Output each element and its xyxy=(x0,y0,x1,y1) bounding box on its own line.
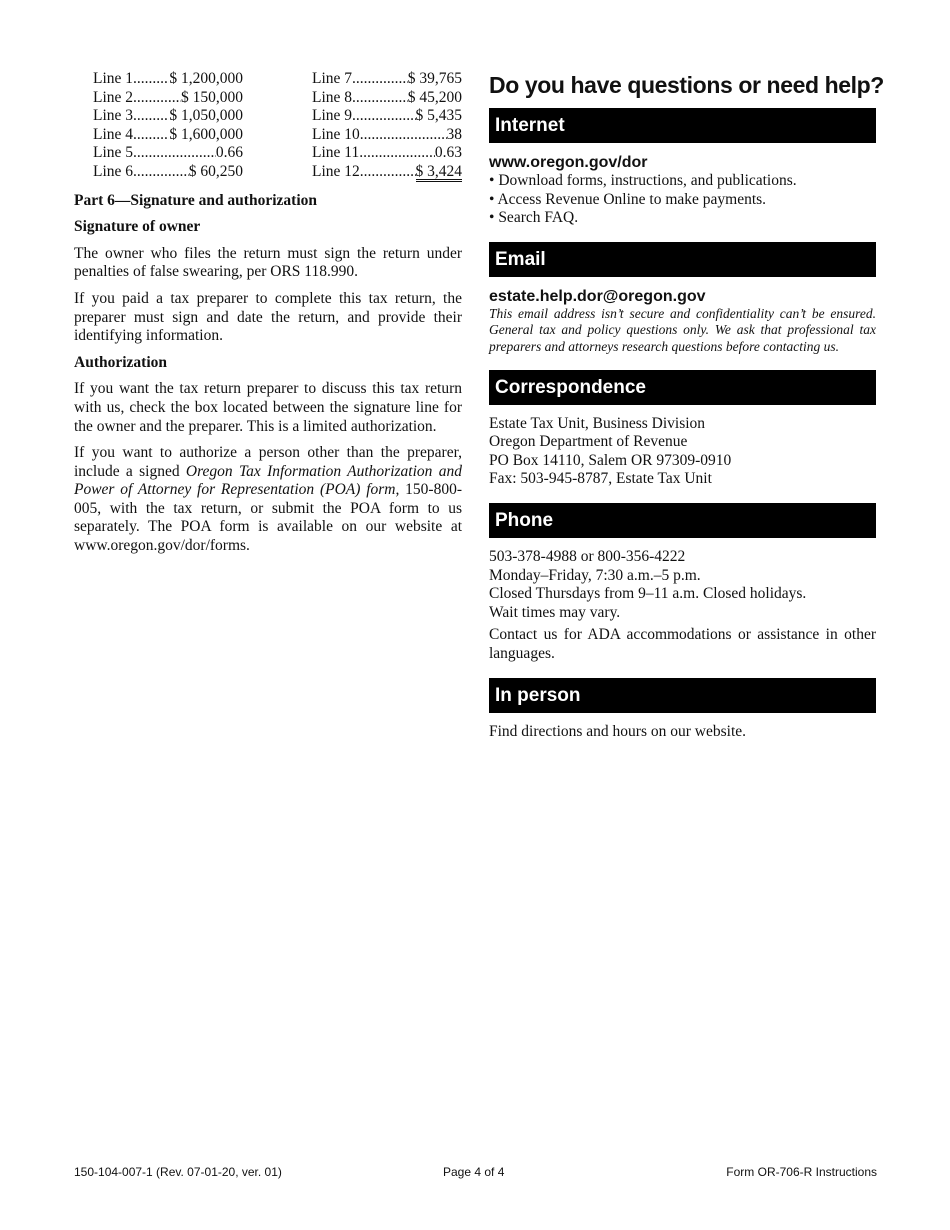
lines-column-right xyxy=(312,70,462,182)
correspondence-heading: Correspondence xyxy=(489,370,876,405)
line-label: Line 4 xyxy=(93,125,134,143)
line-row xyxy=(93,144,243,163)
line-row xyxy=(93,107,243,126)
line-label: Line 3 xyxy=(93,107,134,125)
internet-section xyxy=(489,153,876,228)
help-column xyxy=(489,70,884,755)
line-label: Line 5 xyxy=(93,144,134,162)
page-number: Page 4 of 4 xyxy=(443,1165,505,1179)
line-label: Line 2 xyxy=(93,88,134,106)
authorization-heading: Authorization xyxy=(74,353,167,371)
line-row xyxy=(312,163,462,182)
line-label: Line 10 xyxy=(312,125,360,143)
email-link[interactable]: estate.help.dor@oregon.gov xyxy=(489,287,706,305)
line-row xyxy=(93,163,243,182)
list-item: • Download forms, instructions, and publications. xyxy=(489,172,876,191)
phone-wait: Wait times may vary. xyxy=(489,603,621,621)
email-heading: Email xyxy=(489,242,876,277)
signature-paragraph-2: If you paid a tax preparer to complete this tax return, the preparer must sign and date the return, and provide their identifying information. xyxy=(74,289,462,345)
authorization-text-a: If you want to authorize a person other than the preparer, include a signed xyxy=(74,444,462,480)
list-item: • Access Revenue Online to make payments. xyxy=(489,191,876,210)
in-person-section xyxy=(489,723,876,742)
address-line: PO Box 14110, Salem OR 97309-0910 xyxy=(489,451,732,469)
line-row xyxy=(312,126,462,145)
list-item: • Search FAQ. xyxy=(489,209,876,228)
form-number: 150-104-007-1 (Rev. 07-01-20, ver. 01) xyxy=(74,1165,282,1179)
line-value: $ 39,765 xyxy=(407,70,462,87)
phone-section xyxy=(489,548,876,664)
address-line: Estate Tax Unit, Business Division xyxy=(489,414,706,432)
line-row xyxy=(312,144,462,163)
line-value: 38 xyxy=(446,125,462,143)
lines-column-left xyxy=(93,70,243,182)
authorization-paragraph-1: If you want the tax return preparer to discuss this tax return with us, check the box located between the signature line for the owner and the preparer. This is a limited authorization. xyxy=(74,380,462,435)
internet-list xyxy=(489,172,876,228)
left-column xyxy=(74,70,462,564)
line-row xyxy=(312,70,462,89)
poa-form-title: Oregon Tax Information Authorization and Power of Attorney for Representation (POA) form, xyxy=(74,462,462,499)
line-value: $ 1,600,000 xyxy=(169,125,243,143)
line-value: $ 60,250 xyxy=(188,162,243,180)
in-person-heading: In person xyxy=(489,678,876,713)
line-label: Line 8 xyxy=(312,88,353,106)
phone-heading: Phone xyxy=(489,503,876,538)
address-line: Oregon Department of Revenue xyxy=(489,433,688,451)
line-value-total: $ 3,424 xyxy=(415,162,462,180)
help-title: Do you have questions or need help? xyxy=(489,72,884,98)
line-row xyxy=(93,70,243,89)
signature-paragraph-1: The owner who files the return must sign the return under penalties of false swearing, per ORS 118.990. xyxy=(74,244,462,281)
website-link[interactable]: www.oregon.gov/dor xyxy=(489,154,648,171)
ada-note: Contact us for ADA accommodations or assistance in other languages. xyxy=(489,626,876,662)
line-value: 0.66 xyxy=(215,144,243,162)
line-label: Line 6 xyxy=(93,162,134,180)
line-label: Line 7 xyxy=(312,70,353,87)
internet-heading: Internet xyxy=(489,108,876,143)
signature-heading: Signature of owner xyxy=(74,218,201,236)
line-row xyxy=(312,89,462,108)
line-value: $ 5,435 xyxy=(415,107,462,125)
phone-numbers: 503-378-4988 or 800-356-4222 xyxy=(489,547,686,565)
line-label: Line 12 xyxy=(312,162,360,180)
line-value: $ 45,200 xyxy=(407,88,462,106)
email-section xyxy=(489,287,876,356)
line-row xyxy=(93,89,243,108)
line-label: Line 1 xyxy=(93,70,134,87)
line-value: $ 1,050,000 xyxy=(169,107,243,125)
line-row xyxy=(312,107,462,126)
authorization-paragraph-2 xyxy=(74,444,462,556)
part6-heading: Part 6—Signature and authorization xyxy=(74,191,317,209)
correspondence-section xyxy=(489,415,876,489)
phone-hours: Monday–Friday, 7:30 a.m.–5 p.m. xyxy=(489,566,701,584)
fax-line: Fax: 503-945-8787, Estate Tax Unit xyxy=(489,470,712,488)
line-value: $ 1,200,000 xyxy=(169,70,243,87)
form-name: Form OR-706-R Instructions xyxy=(726,1165,877,1179)
email-note: This email address isn’t secure and confidentiality can’t be ensured. General tax and policy questions only. We ask that professional tax preparers and attorneys research questions before contacting us. xyxy=(489,305,876,354)
worksheet-lines xyxy=(74,70,462,182)
in-person-text: Find directions and hours on our website. xyxy=(489,722,747,740)
line-row xyxy=(93,126,243,145)
authorization-text-b: 150-800-005, with the tax return, or submit the POA form to us separately. The POA form is available on our website at www.oregon.gov/dor/forms. xyxy=(74,481,462,555)
line-value: $ 150,000 xyxy=(181,88,243,106)
phone-closures: Closed Thursdays from 9–11 a.m. Closed holidays. xyxy=(489,585,807,603)
line-label: Line 9 xyxy=(312,107,353,125)
line-value: 0.63 xyxy=(434,144,462,162)
line-label: Line 11 xyxy=(312,144,360,162)
